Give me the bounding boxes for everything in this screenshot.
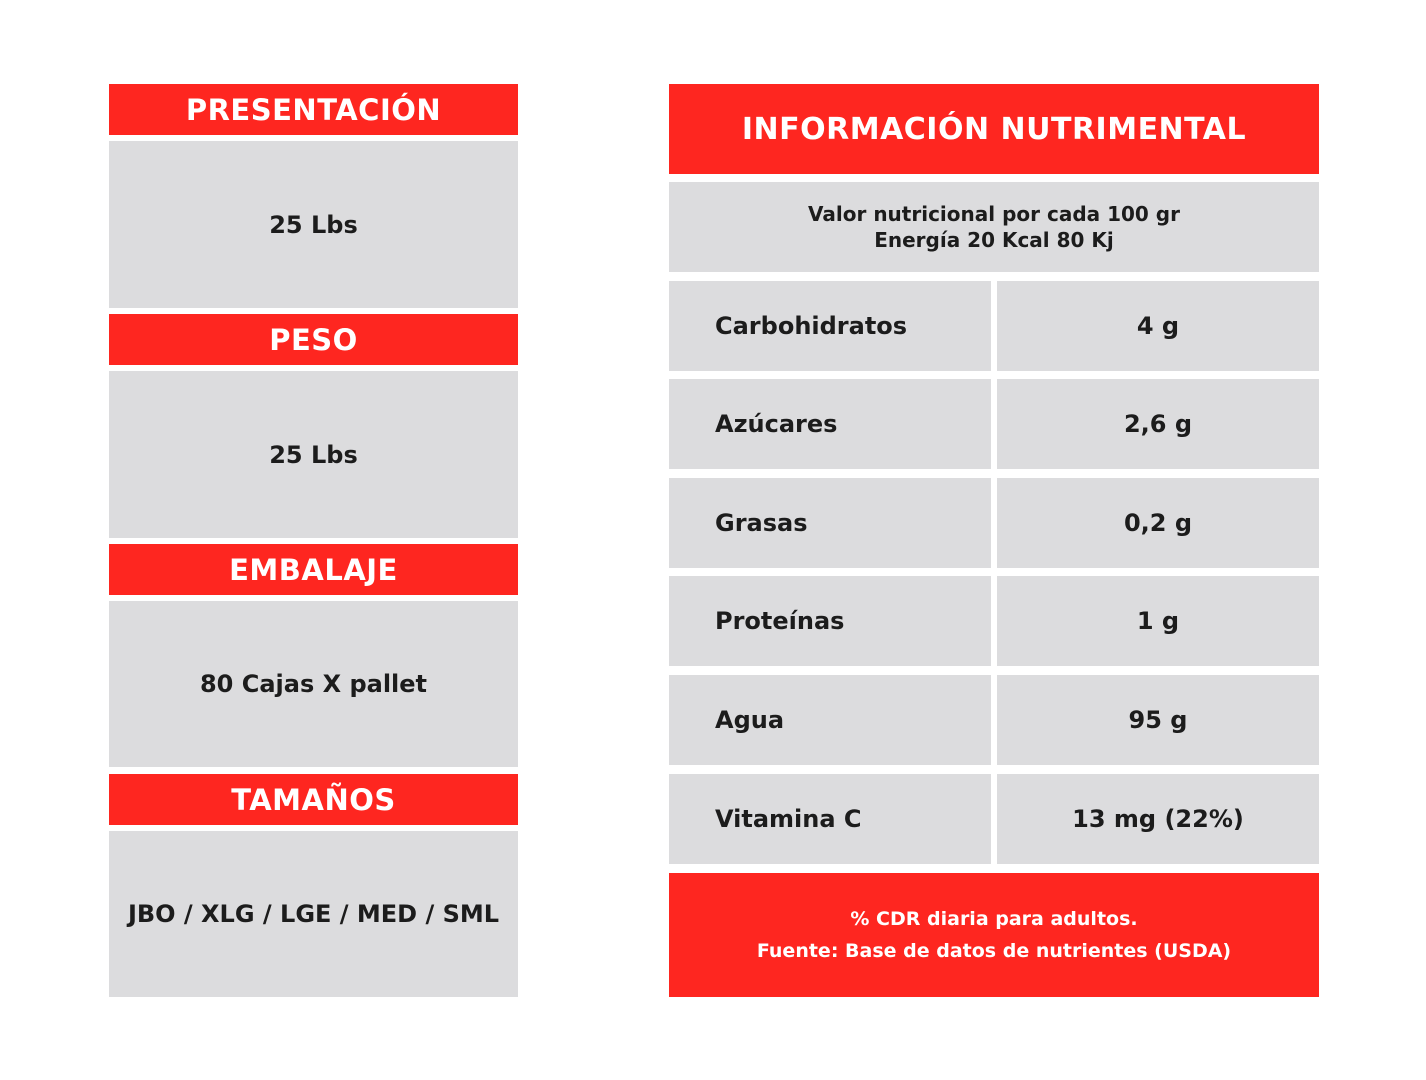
nutrition-subtitle-cell <box>669 182 1319 272</box>
tamanos-header-text: TAMAÑOS <box>231 782 396 817</box>
nutrient-value-cell <box>997 774 1319 864</box>
nutrient-label: Agua <box>715 706 785 734</box>
nutrient-label-cell <box>669 774 991 864</box>
nutrient-value-cell <box>997 379 1319 469</box>
nutrition-title <box>669 84 1319 174</box>
nutrition-title-text: INFORMACIÓN NUTRIMENTAL <box>741 111 1247 147</box>
nutrient-label: Vitamina C <box>715 805 862 833</box>
nutrient-value-cell <box>997 478 1319 568</box>
presentacion-value: 25 Lbs <box>269 210 358 239</box>
embalaje-header <box>109 544 518 595</box>
tamanos-header <box>109 774 518 825</box>
nutrition-footer <box>669 873 1319 997</box>
presentacion-header-text: PRESENTACIÓN <box>185 92 442 127</box>
nutrient-label: Azúcares <box>715 410 838 438</box>
nutrition-subtitle-line2: Energía 20 Kcal 80 Kj <box>874 228 1114 252</box>
peso-header <box>109 314 518 365</box>
nutrient-label: Proteínas <box>715 607 845 635</box>
nutrient-value: 13 mg (22%) <box>1072 805 1244 833</box>
nutrient-value: 2,6 g <box>1123 410 1193 438</box>
nutrient-value-cell <box>997 281 1319 371</box>
nutrient-label-cell <box>669 281 991 371</box>
nutrient-value: 95 g <box>1128 706 1188 734</box>
embalaje-value: 80 Cajas X pallet <box>199 670 428 698</box>
nutrient-value-cell <box>997 576 1319 666</box>
nutrient-value: 1 g <box>1136 607 1180 635</box>
nutrient-label-cell <box>669 478 991 568</box>
peso-header-text: PESO <box>269 322 358 357</box>
embalaje-header-text: EMBALAJE <box>229 552 398 587</box>
footer-line1: % CDR diaria para adultos. <box>850 908 1138 930</box>
nutrient-label: Grasas <box>715 509 808 537</box>
peso-value: 25 Lbs <box>269 440 358 469</box>
tamanos-value-cell <box>109 831 518 997</box>
peso-value-cell <box>109 371 518 538</box>
nutrient-value: 0,2 g <box>1123 509 1193 537</box>
presentacion-value-cell <box>109 141 518 308</box>
nutrient-value: 4 g <box>1136 312 1180 340</box>
footer-line2: Fuente: Base de datos de nutrientes (USDA) <box>756 940 1232 962</box>
embalaje-value-cell <box>109 601 518 767</box>
nutrient-label-cell <box>669 379 991 469</box>
nutrient-label-cell <box>669 576 991 666</box>
nutrition-subtitle-line1: Valor nutricional por cada 100 gr <box>808 202 1180 226</box>
nutrient-label-cell <box>669 675 991 765</box>
tamanos-value: JBO / XLG / LGE / MED / SML <box>127 900 500 928</box>
presentacion-header <box>109 84 518 135</box>
nutrient-label: Carbohidratos <box>715 312 908 340</box>
nutrient-value-cell <box>997 675 1319 765</box>
